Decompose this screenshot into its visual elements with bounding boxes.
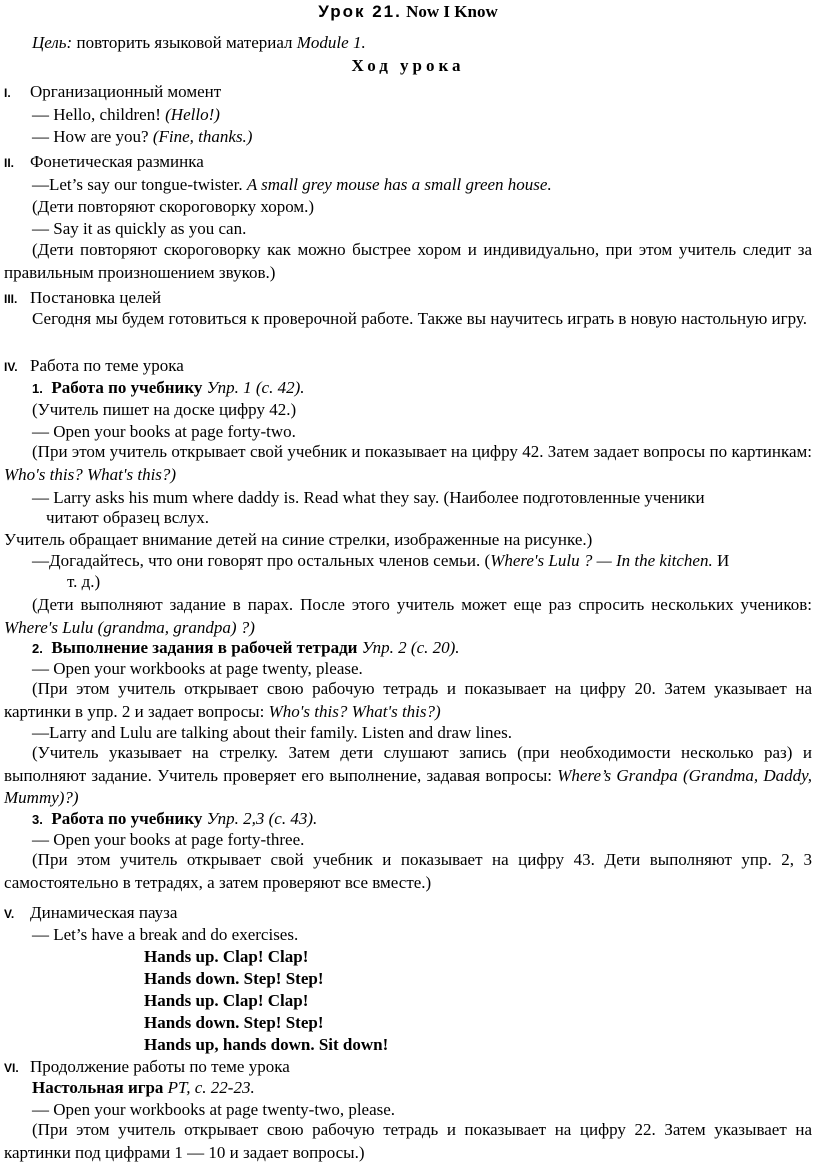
game-heading: Настольная игра PT, с. 22-23. — [32, 1078, 255, 1097]
dialog-line: —Let’s say our tongue-twister. A small grey mouse has a small green house. — [32, 175, 552, 194]
poem-line: Hands up, hands down. Sit down! — [144, 1035, 389, 1054]
text-line: (Дети повторяют скороговорку хором.) — [32, 197, 315, 216]
text-line: Учитель обращает внимание детей на синие стрелки, изображенные на рисунке.) — [4, 530, 593, 549]
lesson-title: Now I Know — [406, 2, 498, 21]
dialog-line: —Догадайтесь, что они говорят про остальных членов семьи. (Where's Lulu ? — In the kitchen. И — [32, 551, 730, 570]
subsection-3-heading: 3. Работа по учебнику Упр. 2,3 (с. 43). — [32, 809, 318, 828]
paragraph: (При этом учитель открывает свой учебник и показывает на цифру 42. Затем задает вопросы по картинкам: Who's this? What's this?) — [4, 442, 812, 484]
subsection-1-heading: 1. Работа по учебнику Упр. 1 (с. 42). — [32, 378, 305, 397]
paragraph: (При этом учитель открывает свой учебник и показывает на цифру 43. Дети выполняют упр. 2, 3 самостоятельно в тетрадях, а затем проверяют все вместе.) — [4, 850, 812, 892]
section-2-heading: II. Фонетическая разминка — [4, 152, 204, 171]
poem-line: Hands down. Step! Step! — [144, 1013, 324, 1032]
paragraph: (Дети повторяют скороговорку как можно быстрее хором и индивидуально, при этом учитель следит за правильным произношением звуков.) — [4, 240, 812, 282]
paragraph: Сегодня мы будем готовиться к проверочной работе. Также вы научитесь играть в новую настольную игру. — [32, 309, 807, 328]
paragraph: (При этом учитель открывает свою рабочую тетрадь и показывает на цифру 20. Затем указывает на картинки в упр. 2 и задает вопросы: Who's this? What's this?) — [4, 679, 812, 721]
dialog-line: — Let’s have a break and do exercises. — [32, 925, 299, 944]
poem-line: Hands up. Clap! Clap! — [144, 947, 309, 966]
poem-line: Hands up. Clap! Clap! — [144, 991, 309, 1010]
dialog-line: — Open your workbooks at page twenty-two, please. — [32, 1100, 396, 1119]
subsection-2-heading: 2. Выполнение задания в рабочей тетради Упр. 2 (с. 20). — [32, 638, 460, 657]
dialog-line: — Hello, children! (Hello!) — [32, 105, 220, 124]
dialog-line: — Larry asks his mum where daddy is. Read what they say. (Наиболее подготовленные ученики — [32, 488, 705, 507]
section-6-heading: VI. Продолжение работы по теме урока — [4, 1057, 290, 1076]
paragraph: (Дети выполняют задание в парах. После этого учитель может еще раз спросить нескольких учеников: Where's Lulu (grandma, grandpa) ?) — [4, 595, 812, 637]
text-line: читают образец вслух. — [46, 508, 209, 527]
lesson-number: Урок 21. — [318, 2, 402, 21]
dialog-line: —Larry and Lulu are talking about their family. Listen and draw lines. — [32, 723, 512, 742]
text-line: (Учитель пишет на доске цифру 42.) — [32, 400, 297, 419]
dialog-line: — Say it as quickly as you can. — [32, 219, 247, 238]
poem-line: Hands down. Step! Step! — [144, 969, 324, 988]
dialog-line: — Open your books at page forty-three. — [32, 830, 305, 849]
lesson-goal: Цель: повторить языковой материал Module 1. — [32, 33, 366, 52]
dialog-line: — How are you? (Fine, thanks.) — [32, 127, 253, 146]
text-line: т. д.) — [67, 572, 101, 591]
paragraph: (При этом учитель открывает свою рабочую тетрадь и показывает на цифру 22. Затем указывает на картинки под цифрами 1 — 10 и задает вопросы.) — [4, 1120, 812, 1162]
section-1-heading: I. Организационный момент — [4, 82, 222, 101]
dialog-line: — Open your books at page forty-two. — [32, 422, 296, 441]
dialog-line: — Open your workbooks at page twenty, please. — [32, 659, 363, 678]
section-3-heading: III. Постановка целей — [4, 288, 162, 307]
paragraph: (Учитель указывает на стрелку. Затем дети слушают запись (при необходимости несколько раз) и выполняют задание. Учитель проверяет его выполнение, задавая вопросы: Where’s Grandpa (Grandma, Daddy, Mummy)?) — [4, 743, 812, 807]
lesson-heading — [0, 2, 816, 22]
section-4-heading: IV. Работа по теме урока — [4, 356, 184, 375]
course-heading: Ход урока — [351, 56, 465, 75]
section-5-heading: V. Динамическая пауза — [4, 903, 178, 922]
